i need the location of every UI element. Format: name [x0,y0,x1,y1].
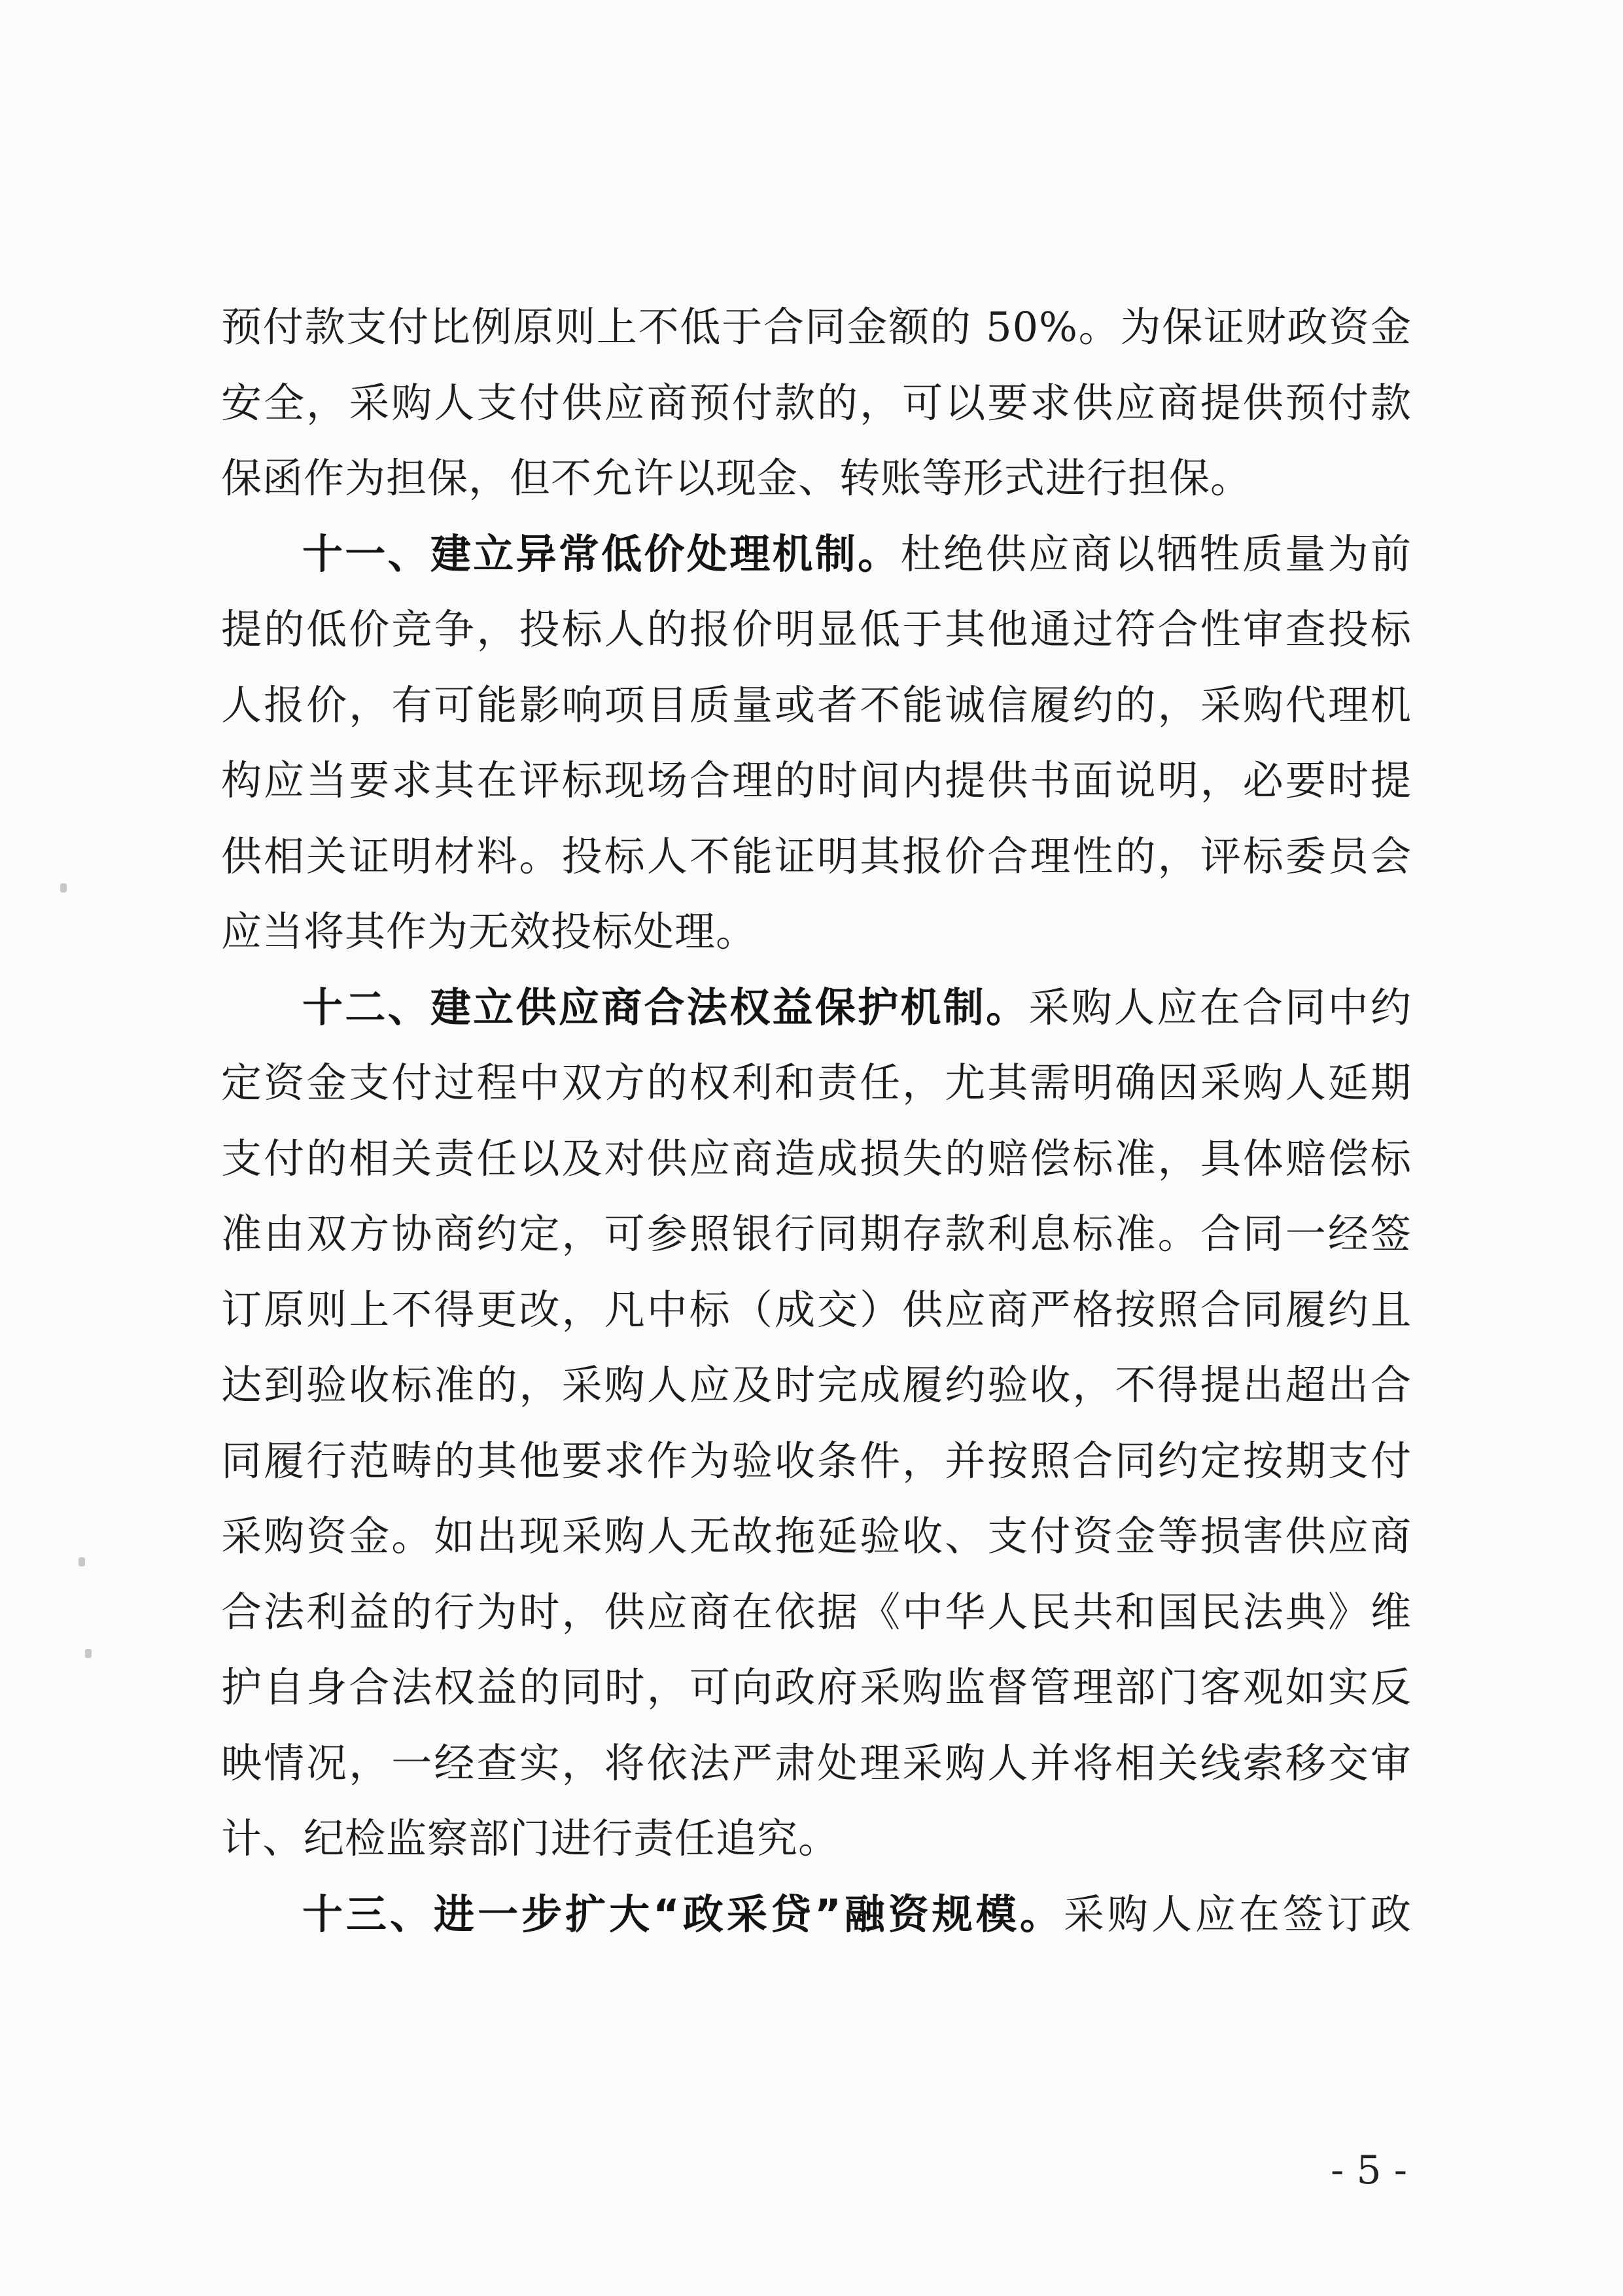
section-heading: 十二、建立供应商合法权益保护机制。 [302,983,1029,1031]
paragraph-section-12 [221,970,1412,1877]
section-heading: 十三、进一步扩大“政采贷”融资规模。 [302,1890,1064,1938]
paragraph-text: 预付款支付比例原则上不低于合同金额的 50%。为保证财政资金安全，采购人支付供应商预付款的，可以要求供应商提供预付款保函作为担保，但不允许以现金、转账等形式进行担保。 [221,303,1412,502]
scan-mark [60,883,67,892]
section-heading: 十一、建立异常低价处理机制。 [302,529,901,578]
body-text [221,289,1412,1952]
paragraph-text: 杜绝供应商以牺牲质量为前提的低价竞争，投标人的报价明显低于其他通过符合性审查投标人报价，有可能影响项目质量或者不能诚信履约的，采购代理机构应当要求其在评标现场合理的时间内提供书面说明，必要时提供相关证明材料。投标人不能证明其报价合理性的，评标委员会应当将其作为无效投标处理。 [221,529,1412,955]
page-number: - 5 - [1331,2147,1407,2193]
paragraph-continuation [221,289,1412,516]
scan-mark [85,1649,92,1658]
paragraph-text: 采购人应在合同中约定资金支付过程中双方的权利和责任，尤其需明确因采购人延期支付的相关责任以及对供应商造成损失的赔偿标准，具体赔偿标准由双方协商约定，可参照银行同期存款利息标准。合同一经签订原则上不得更改，凡中标（成交）供应商严格按照合同履约且达到验收标准的，采购人应及时完成履约验收，不得提出超出合同履行范畴的其他要求作为验收条件，并按照合同约定按期支付采购资金。如出现采购人无故拖延验收、支付资金等损害供应商合法利益的行为时，供应商在依据《中华人民共和国民法典》维护自身合法权益的同时，可向政府采购监督管理部门客观如实反映情况，一经查实，将依法严肃处理采购人并将相关线索移交审计、纪检监察部门进行责任追究。 [221,983,1412,1862]
paragraph-text: 采购人应在签订政 [1063,1890,1412,1938]
scan-mark [79,1557,85,1566]
paragraph-section-11 [221,516,1412,970]
paragraph-section-13 [221,1877,1412,1952]
